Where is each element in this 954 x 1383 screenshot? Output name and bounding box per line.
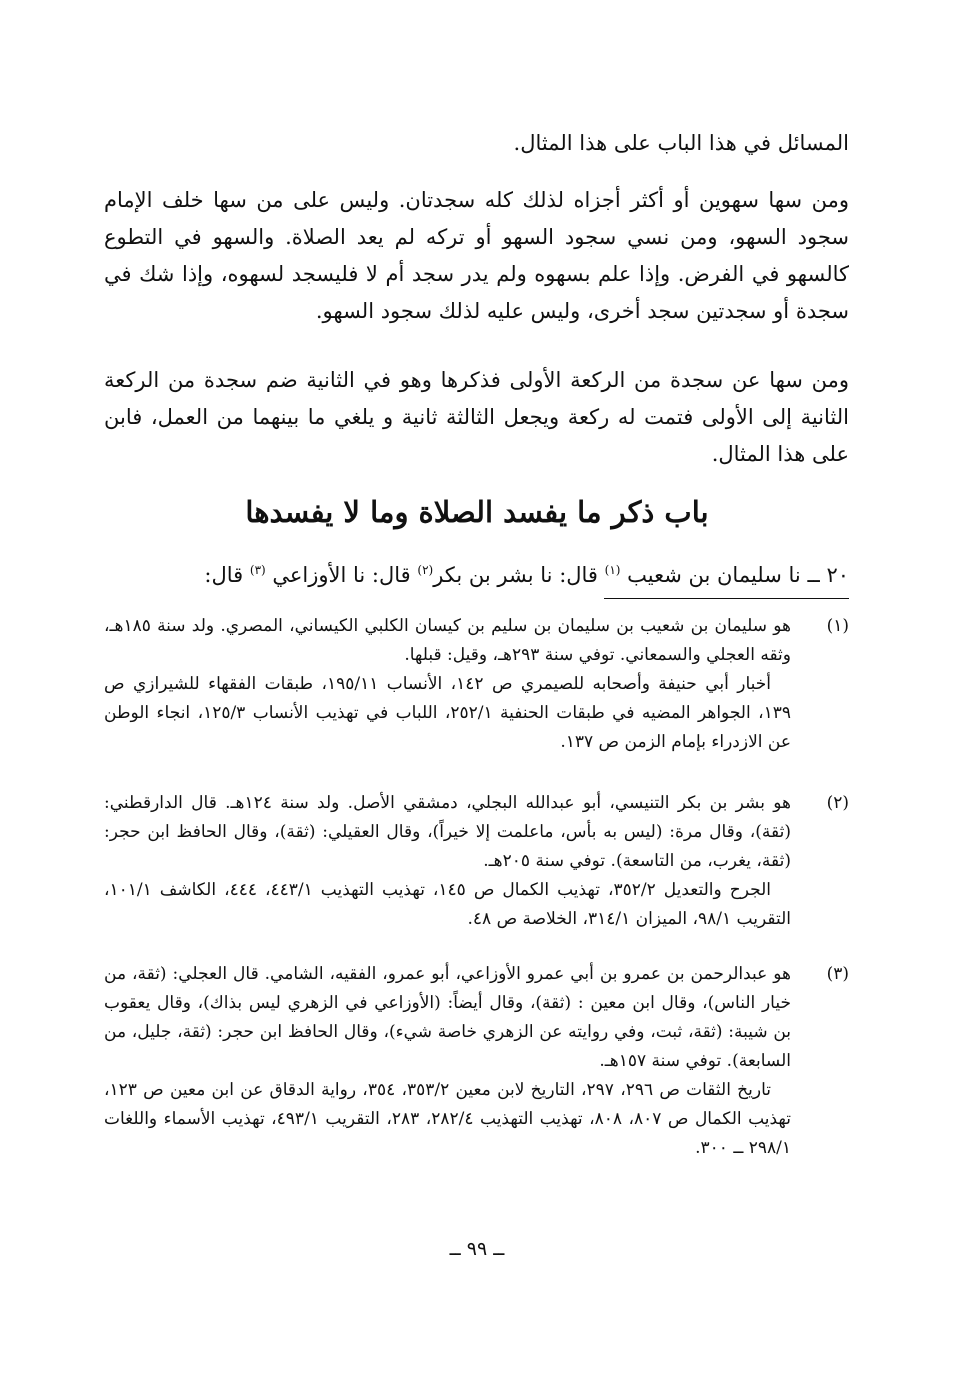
hadith-text-4: قال: [204,563,250,587]
hadith-text-2: قال: نا بشر بن بكر [433,563,605,587]
footnote-1 [104,612,849,757]
footnote-sources: تاريخ الثقات ص ٢٩٦، ٢٩٧، التاريخ لابن معين ٣٥٣/٢، ٣٥٤، رواية الدقاق عن ابن معين ص ١٢٣، تهذيب الكمال ص ٨٠٧، ٨٠٨، تهذيب التهذيب ٢٨٢/٤، ٢٨٣، التقريب ٤٩٣/١، تهذيب الأسماء واللغات ٢٩٨/١ ــ ٣٠٠. [104,1080,791,1158]
page-number: ــ ٩٩ ــ [449,1238,505,1260]
footnote-text: هو سليمان بن شعيب بن سليمان بن سليم بن كيسان الكلبي الكيساني، المصري. ولد سنة ١٨٥هـ، وثقه العجلي والسمعاني. توفي سنة ٢٩٣هـ، وقيل: قبلها. [104,616,791,665]
footnote-text: هو عبدالرحمن بن عمرو بن أبي عمرو الأوزاعي، أبو عمرو، الفقيه، الشامي. قال العجلي: (ثقة، من خيار الناس)، وقال ابن معين : (ثقة)، وقال أيضاً: (الأوزاعي في الزهري ليس بذاك)، وقال يعقوب بن شيبة: (ثقة، ثبت، وفي روايته عن الزهري خاصة شيء)، وقال الحافظ ابن حجر: (ثقة، جليل، من السابعة). توفي سنة ١٥٧هـ. [104,964,791,1071]
hadith-text-3: قال: نا الأوزاعي [265,563,418,587]
paragraph-3: ومن سها عن سجدة من الركعة الأولى فذكرها وهو في الثانية ضم سجدة من الركعة الثانية إلى الأولى فتمت له ركعة ويجعل الثالثة ثانية و يلغي ما بينهما من العمل، فابن على هذا المثال. [104,368,849,466]
footnote-sources: أخبار أبي حنيفة وأصحابه للصيمري ص ١٤٢، الأنساب ١٩٥/١١، طبقات الفقهاء للشيرازي ص ١٣٩، الجواهر المضيه في طبقات الحنفية ٢٥٢/١، اللباب في تهذيب الأنساب ١٢٥/٣، انجاء الوطن عن الازدراء بإمام الزمن ص ١٣٧. [104,674,791,752]
footnote-number: (٣) [826,964,849,984]
hadith-text-1: ٢٠ ــ نا سليمان بن شعيب [620,563,849,587]
footnote-ref-3: (٣) [249,563,266,577]
hadith-isnad-line [104,553,849,592]
chapter-heading: باب ذكر ما يفسد الصلاة وما لا يفسدها [245,495,709,529]
footnote-number: (٢) [826,793,849,813]
footnote-separator [604,598,849,599]
paragraph-2: ومن سها سهوين أو أكثر أجزاه لذلك كله سجدتان. وليس على من سها خلف الإمام سجود السهو، ومن نسي سجود السهو أو تركه لم يعد الصلاة. والسهو في التطوع كالسهو في الفرض. وإذا علم بسهوه ولم يدر سجد أم لا فليسجد لسهوه، وإذا شك في سجدة أو سجدتين سجد أخرى، وليس عليه لذلك سجود السهو. [104,188,849,323]
paragraph-1: المسائل في هذا الباب على هذا المثال. [513,131,849,155]
footnote-ref-1: (١) [604,563,621,577]
footnote-sources: الجرح والتعديل ٣٥٢/٢، تهذيب الكمال ص ١٤٥، تهذيب التهذيب ٤٤٣/١، ٤٤٤، الكاشف ١٠١/١، التقريب ٩٨/١، الميزان ٣١٤/١، الخلاصة ص ٤٨. [104,880,791,929]
footnote-ref-2: (٢) [417,563,434,577]
footnote-3 [104,960,849,1163]
footnote-2 [104,789,849,934]
footnote-number: (١) [826,616,849,636]
footnote-text: هو بشر بن بكر التنيسي، أبو عبدالله البجلي، دمشقي الأصل. ولد سنة ١٢٤هـ. قال الدارقطني: (ثقة)، وقال مرة: (ليس به بأس، ماعلمت إلا خيراً)، وقال العقيلي: (ثقة)، وقال الحافظ ابن حجر: (ثقة، يغرب، من التاسعة). توفي سنة ٢٠٥هـ. [104,793,791,871]
